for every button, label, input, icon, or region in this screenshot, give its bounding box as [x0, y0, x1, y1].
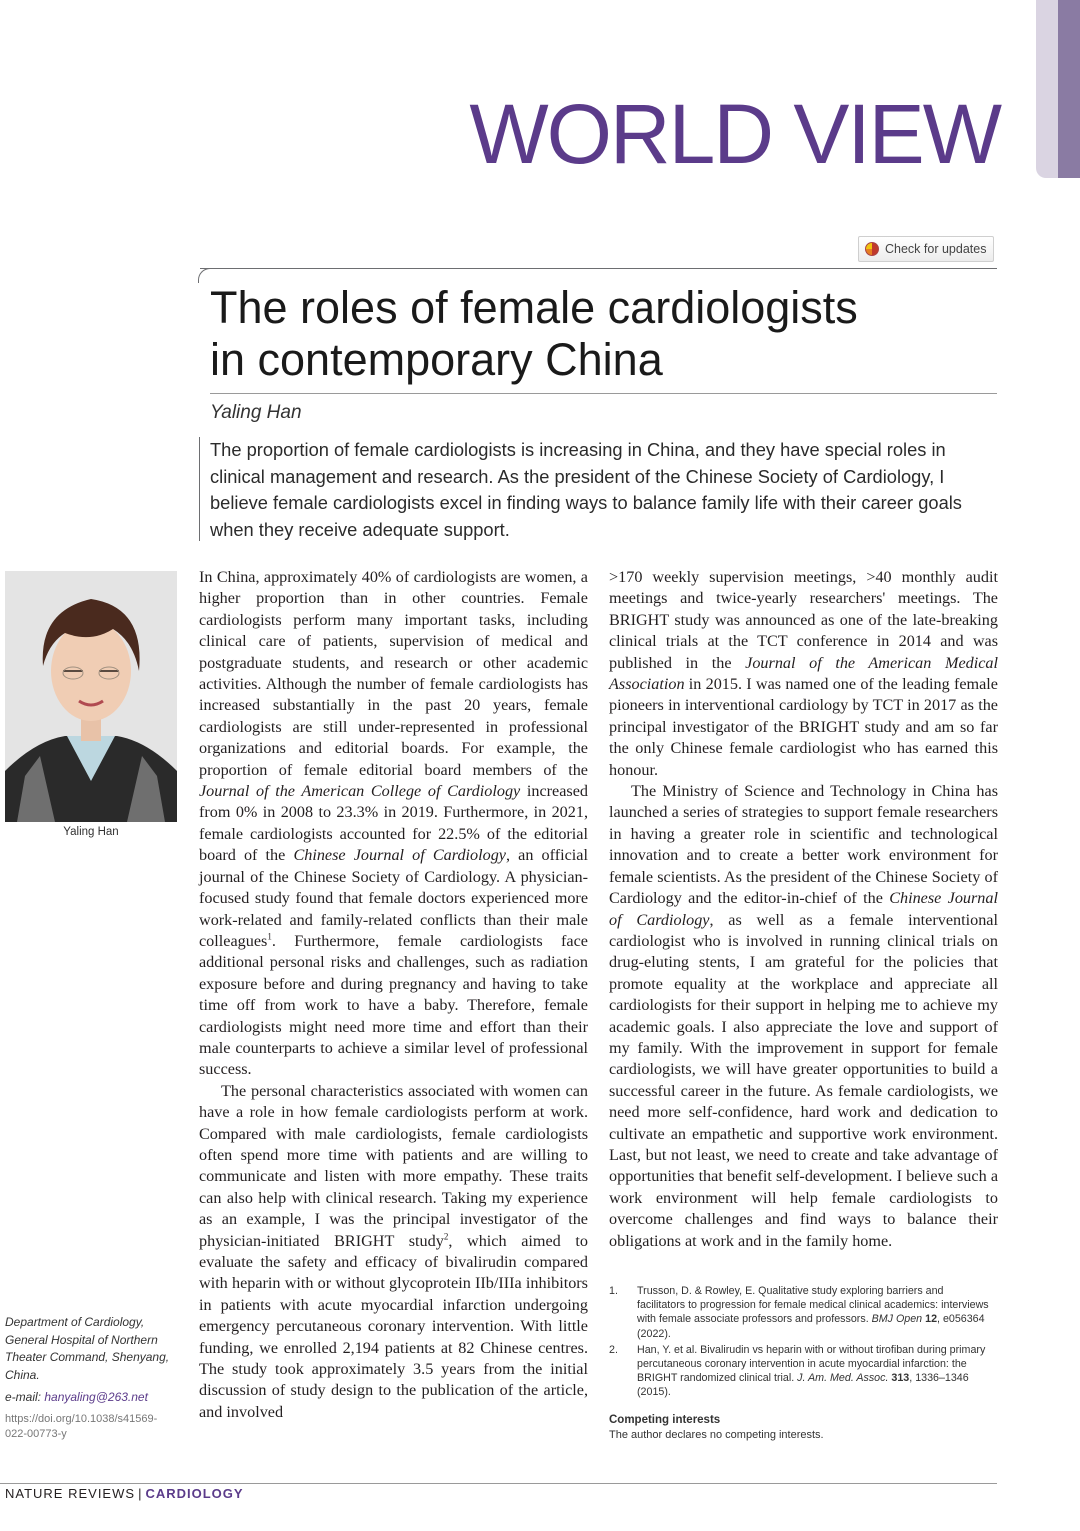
- competing-interests: [609, 1413, 989, 1443]
- citation-2[interactable]: 2: [443, 1231, 449, 1242]
- footer: NATURE REVIEWS | CARDIOLOGY: [5, 1486, 244, 1501]
- crossmark-icon: [865, 242, 879, 256]
- footer-journal: NATURE REVIEWS: [5, 1486, 136, 1501]
- title-line-2: in contemporary China: [210, 334, 663, 385]
- title-line-1: The roles of female cardiologists: [210, 282, 858, 333]
- citation-1[interactable]: 1: [267, 931, 272, 942]
- paragraph-2: The personal characteristics associated with women can have a role in how female cardiologists perform at work. Compared with male cardiologists, female cardiologists often spend more time with patients and are willing to communicate and listen with more empathy. These traits can also help with clinical research. Taking my experience as an example, I was the principal investigator of the physician-initiated BRIGHT study$^2$, which aimed to evaluate the safety and efficacy of bivalirudin compared with heparin with or without glycoprotein IIb/IIIa inhibitors in patients with acute myocardial infarction undergoing emergency percutaneous coronary intervention. With little funding, we enrolled 2,194 patients at 82 Chinese centres. The study took approximately 3.5 years from the initial discussion of study design to the publication of the article, and involved: [199, 1081, 589, 1421]
- reference-item: 2. Han, Y. et al. Bivalirudin vs heparin with or without tirofiban during primary percutaneous coronary intervention in acute myocardial infarction: the BRIGHT randomized clinical trial. J. Am. Med. Assoc. 313, 1336–1346 (2015).: [609, 1343, 986, 1399]
- footer-rule: [0, 1483, 997, 1484]
- competing-interests-text: The author declares no competing interests.: [609, 1429, 824, 1441]
- references: [609, 1284, 989, 1402]
- author-photo: [5, 571, 177, 822]
- journal-name: Journal of the American Medical Association: [609, 653, 998, 694]
- journal-name: Chinese Journal of Cardiology: [609, 889, 998, 929]
- doi-link[interactable]: https://doi.org/10.1038/s41569-022-00773-y: [5, 1413, 158, 1440]
- competing-interests-heading: Competing interests: [609, 1414, 721, 1426]
- standfirst: The proportion of female cardiologists is increasing in China, and they have special roles in clinical management and research. As the president of the Chinese Society of Cardiology, I believe female cardiologists excel in finding ways to balance family life with their career goals when they receive adequate support.: [210, 439, 962, 540]
- title-rule: [210, 393, 997, 394]
- body-column-2: [609, 567, 998, 1252]
- journal-name: Chinese Journal of Cardiology: [293, 846, 506, 865]
- body-column-1: [199, 567, 588, 1423]
- footer-section: CARDIOLOGY: [145, 1486, 244, 1501]
- author-name: Yaling Han: [210, 402, 302, 423]
- top-corner: [198, 268, 211, 283]
- standfirst-bar: [199, 437, 200, 541]
- article-title: [210, 282, 990, 386]
- photo-caption: Yaling Han: [63, 826, 119, 838]
- paragraph-3: The Ministry of Science and Technology in China has launched a series of strategies to support female researchers in having a greater role in scientific and technological innovation and to create a better work environment for female scientists. As the president of the Chinese Society of Cardiology and the editor-in-chief of the Chinese Journal of Cardiology, as well as a female interventional cardiologist who is involved in running clinical trials on drug-eluting stents, I am grateful for the policies that promote equality at the workplace and appreciate all cardiologists for their support in helping me to achieve my academic goals. I also appreciate the love and support of my family. With the improvement in support for female cardiologists, we will have greater opportunities to build a successful career in the future. As female cardiologists, we need more self-confidence, hard work and dedication to cultivate an empathetic and supportive work environment. Last, but not least, we need to create and take advantage of opportunities that benefit self-development. I believe such a work environment will help female cardiologists to overcome challenges and find ways to balance their obligations at work and in the family home.: [609, 782, 998, 1250]
- paragraph-2-continued: >170 weekly supervision meetings, >40 monthly audit meetings and twice-yearly researchers' meetings. The BRIGHT study was announced as one of the late-breaking clinical trials at the TCT conference in 2014 and was published in the Journal of the American Medical Association in 2015. I was named one of the leading female pioneers in interventional cardiology by TCT in 2017 as the principal investigator of the BRIGHT study and am so far the only Chinese female cardiologist who has earned this honour.: [609, 568, 998, 779]
- author-affiliation: Department of Cardiology, General Hospital of Northern Theater Command, Shenyang, China.: [5, 1315, 170, 1382]
- paragraph-1: In China, approximately 40% of cardiologists are women, a higher proportion than in other countries. Female cardiologists perform many important tasks, including clinical care of patients, supervision of medical and postgraduate students, and research or other academic activities. Although the number of female cardiologists has increased substantially in the past 20 years, female cardiologists are still under-represented in professional organizations and editorial boards. For example, the proportion of female editorial board members of the Journal of the American College of Cardiology increased from 0% in 2008 to 23.3% in 2019. Furthermore, in 2021, female cardiologists accounted for 22.5% of the editorial board of the Chinese Journal of Cardiology, an official journal of the Chinese Society of Cardiology. A physician-focused study found that female doctors experienced more work-related and family-related conflicts than their male colleagues$^1$. Furthermore, female cardiologists face additional personal risks and challenges, such as radiation exposure before and during pregnancy and having to take time off from work to have a baby. Therefore, female cardiologists might need more time and effort than their male counterparts to achieve a similar level of professional success.: [199, 568, 588, 1079]
- author-portrait-illustration: [5, 571, 177, 822]
- journal-name: Journal of the American College of Cardiology: [199, 782, 521, 801]
- section-tab: [1036, 0, 1080, 178]
- email-link[interactable]: hanyaling@263.net: [44, 1390, 148, 1404]
- check-for-updates-button[interactable]: [858, 236, 994, 262]
- author-email: e-mail: hanyaling@263.net: [5, 1390, 148, 1404]
- check-for-updates-label: Check for updates: [885, 242, 987, 256]
- section-title: WORLD VIEW: [469, 87, 1000, 181]
- reference-item: 1. Trusson, D. & Rowley, E. Qualitative study exploring barriers and facilitators to progression for female medical clinical academics: interviews with female associate professors and professors. BMJ Open 12, e056364 (2022).: [609, 1285, 989, 1340]
- top-rule: [200, 268, 997, 269]
